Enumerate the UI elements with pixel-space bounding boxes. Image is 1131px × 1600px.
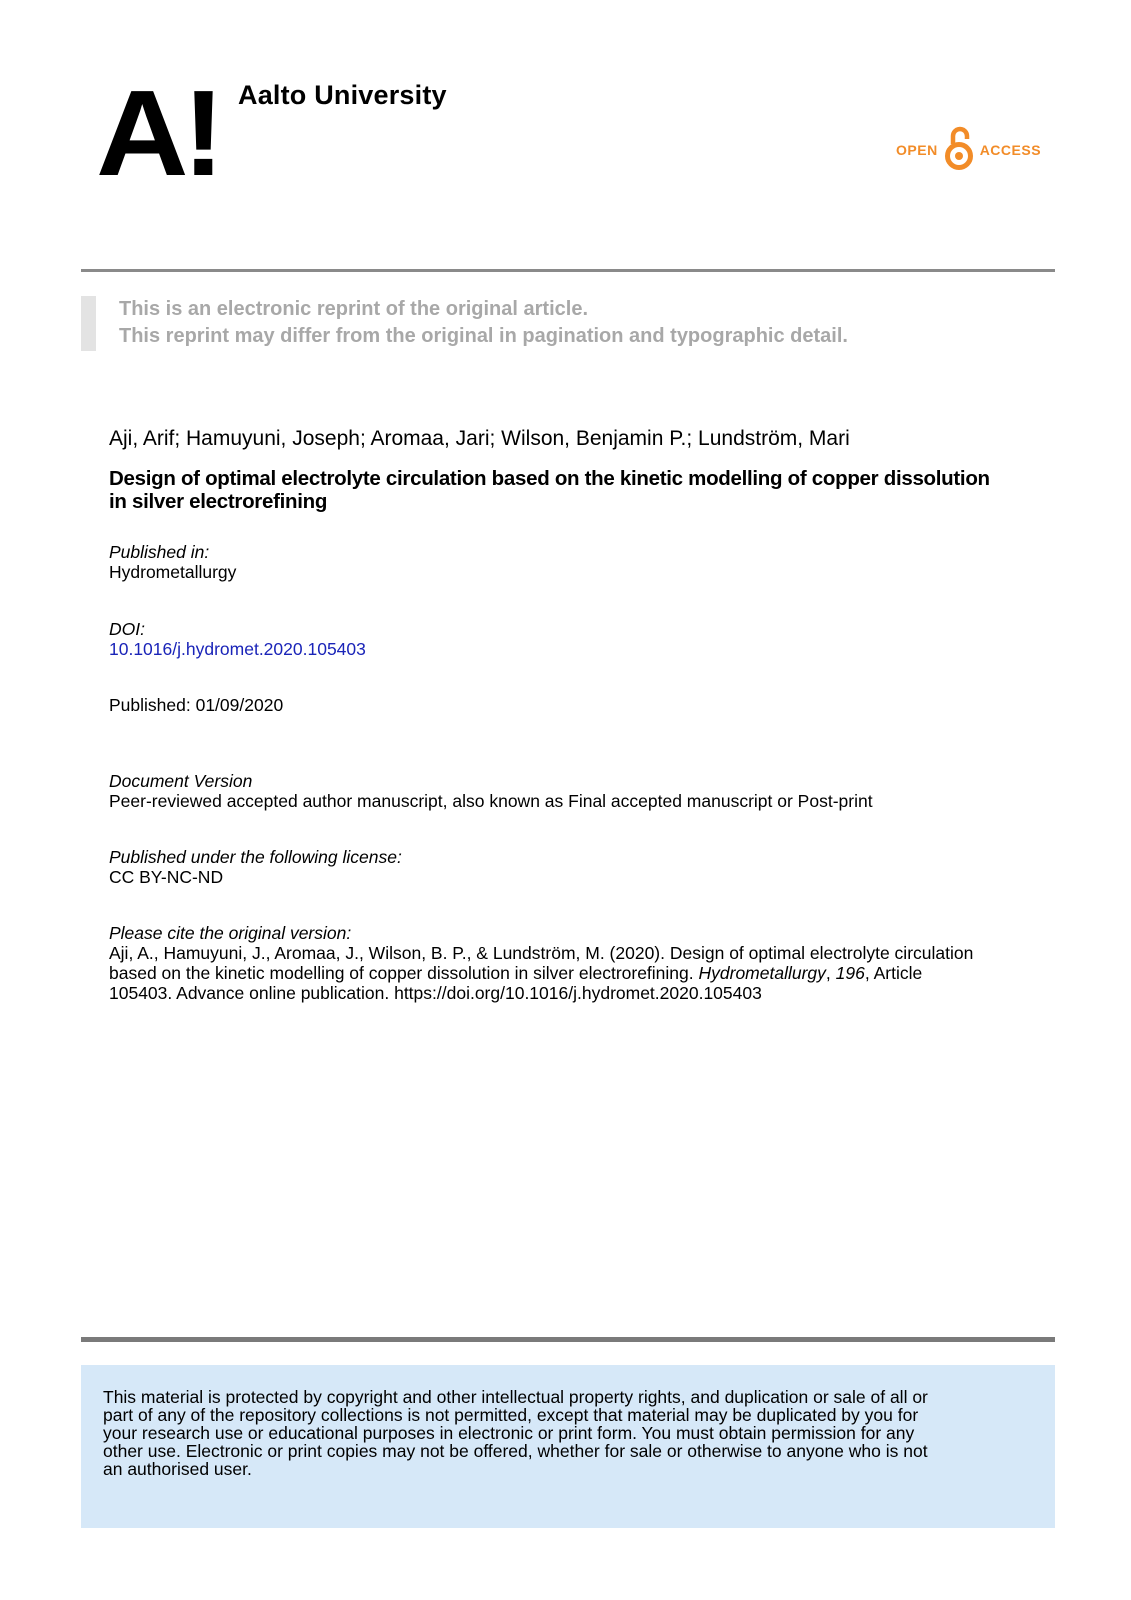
license-block — [109, 847, 402, 887]
published-in-block — [109, 542, 236, 582]
citation-line1: Aji, A., Hamuyuni, J., Aromaa, J., Wilson, B. P., & Lundström, M. (2020). Design of optimal electrolyte circulation — [109, 943, 974, 963]
reprint-notice-bar — [81, 296, 96, 351]
citation-line2 — [109, 963, 1059, 983]
copyright-line3: your research use or educational purposes in electronic or print form. You must obtain permission for any — [103, 1423, 915, 1443]
copyright-line4: other use. Electronic or print copies may not be offered, whether for sale or otherwise to anyone who is not — [103, 1441, 928, 1461]
license-label: Published under the following license: — [109, 847, 402, 867]
citation-line3: 105403. Advance online publication. https://doi.org/10.1016/j.hydromet.2020.105403 — [109, 983, 762, 1003]
citation-volume: 196 — [835, 963, 865, 983]
published-in-journal: Hydrometallurgy — [109, 562, 237, 582]
open-access-left-text: OPEN — [896, 141, 938, 158]
doi-label: DOI: — [109, 619, 145, 639]
reprint-notice — [119, 296, 848, 350]
citation-block — [109, 923, 1059, 1003]
document-version-label: Document Version — [109, 771, 253, 791]
open-access-badge — [896, 124, 1041, 175]
document-version-value: Peer-reviewed accepted author manuscript, also known as Final accepted manuscript or Post-print — [109, 791, 873, 811]
doi-link[interactable]: 10.1016/j.hydromet.2020.105403 — [109, 639, 366, 659]
citation-text-b: , — [825, 963, 836, 983]
open-access-right-text: ACCESS — [979, 141, 1042, 158]
published-date: Published: 01/09/2020 — [109, 695, 284, 715]
institution-name: Aalto University — [238, 80, 447, 110]
copyright-line5: an authorised user. — [103, 1459, 252, 1479]
copyright-notice-text — [103, 1388, 1003, 1478]
citation-label: Please cite the original version: — [109, 923, 352, 943]
document-version-block — [109, 771, 873, 811]
open-lock-icon — [944, 124, 974, 175]
article-title — [109, 467, 1049, 513]
doi-block — [109, 619, 366, 659]
citation-text-a: based on the kinetic modelling of copper dissolution in silver electrorefining. — [109, 963, 699, 983]
article-title-line1: Design of optimal electrolyte circulation based on the kinetic modelling of copper dissolution — [109, 467, 990, 490]
copyright-line1: This material is protected by copyright and other intellectual property rights, and duplication or sale of all or — [103, 1387, 928, 1407]
published-in-label: Published in: — [109, 542, 210, 562]
reprint-notice-line2: This reprint may differ from the original in pagination and typographic detail. — [119, 325, 848, 347]
article-title-line2: in silver electrorefining — [109, 490, 328, 513]
article-authors: Aji, Arif; Hamuyuni, Joseph; Aromaa, Jari; Wilson, Benjamin P.; Lundström, Mari — [109, 427, 850, 450]
copyright-line2: part of any of the repository collections is not permitted, except that material may be duplicated by you for — [103, 1405, 919, 1425]
citation-journal: Hydrometallurgy — [698, 963, 826, 983]
bottom-divider — [81, 1337, 1055, 1342]
copyright-notice-box — [81, 1365, 1055, 1528]
aalto-logo-mark: A! — [96, 65, 219, 201]
top-divider — [81, 269, 1055, 272]
citation-text-c: , Article — [864, 963, 923, 983]
reprint-notice-line1: This is an electronic reprint of the original article. — [119, 298, 588, 320]
license-value: CC BY-NC-ND — [109, 867, 224, 887]
